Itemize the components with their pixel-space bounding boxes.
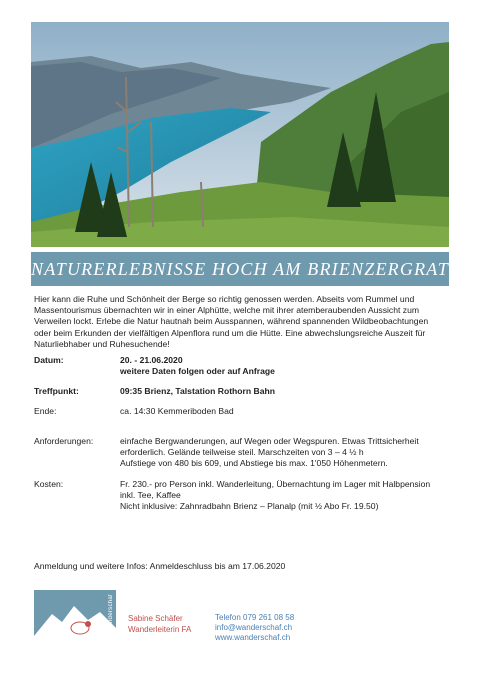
kosten-line-3: Nicht inklusive: Zahnradbahn Brienz – Planalp (mit ½ Abo Fr. 19.50) — [120, 501, 379, 511]
intro-paragraph: Hier kann die Ruhe und Schönheit der Berge so richtig genossen werden. Abseits vom Rummel und Massentourismus übernachten wir in einer Alphütte, welche mit ihrer atemberaubenden Aussicht zum Verweilen lockt. Erlebe die Natur hautnah beim Ausspannen, während spannenden Wildbeobachtungen oder beim Erkunden der vielfältigen Alpenflora rund um die Hütte. Eine abwechslungsreiche Auszeit für Naturliebhaber und Ruhesuchende! — [34, 294, 429, 349]
ende-label: Ende: — [34, 406, 57, 416]
anforderungen-line-1: einfache Bergwanderungen, auf Wegen oder Wegspuren. Etwas Trittsicherheit — [120, 436, 419, 446]
landscape-illustration — [31, 22, 449, 247]
treffpunkt-value: 09:35 Brienz, Talstation Rothorn Bahn — [120, 386, 276, 396]
contact-email[interactable]: info@wanderschaf.ch — [215, 623, 293, 632]
contact-name: Sabine Schäfer — [128, 614, 183, 623]
wanderschaf-logo — [34, 590, 116, 636]
kosten-line-1: Fr. 230.- pro Person inkl. Wanderleitung, Übernachtung im Lager mit Halbpension — [120, 479, 431, 489]
anmeldung-text: Anmeldung und weitere Infos: Anmeldeschluss bis am 17.06.2020 — [34, 561, 286, 571]
anforderungen-label: Anforderungen: — [34, 436, 94, 446]
treffpunkt-label: Treffpunkt: — [34, 386, 79, 396]
datum-value: 20. - 21.06.2020 — [120, 355, 183, 365]
anforderungen-line-2: erforderlich. Gelände teilweise steil. Marschzeiten von 3 – 4 ½ h — [120, 447, 364, 457]
logo-text: wanderschaf — [108, 594, 114, 632]
anforderungen-line-3: Aufstiege von 480 bis 609, und Abstiege bis max. 1'050 Höhenmetern. — [120, 458, 388, 468]
contact-details — [215, 613, 294, 643]
kosten-label: Kosten: — [34, 479, 64, 489]
datum-note: weitere Daten folgen oder auf Anfrage — [120, 366, 275, 376]
kosten-line-2: inkl. Tee, Kaffee — [120, 490, 181, 500]
hero-photo — [31, 22, 449, 247]
sheep-mountain-icon — [34, 590, 116, 636]
contact-role: Wanderleiterin FA — [128, 625, 192, 634]
title-banner — [31, 252, 449, 286]
ende-value: ca. 14:30 Kemmeriboden Bad — [120, 406, 234, 416]
contact-web[interactable]: www.wanderschaf.ch — [215, 633, 291, 642]
page-title: NATURERLEBNISSE HOCH AM BRIENZERGRAT — [31, 258, 450, 279]
datum-label: Datum: — [34, 355, 64, 365]
contact-phone: Telefon 079 261 08 58 — [215, 613, 295, 622]
contact-person — [128, 613, 191, 635]
